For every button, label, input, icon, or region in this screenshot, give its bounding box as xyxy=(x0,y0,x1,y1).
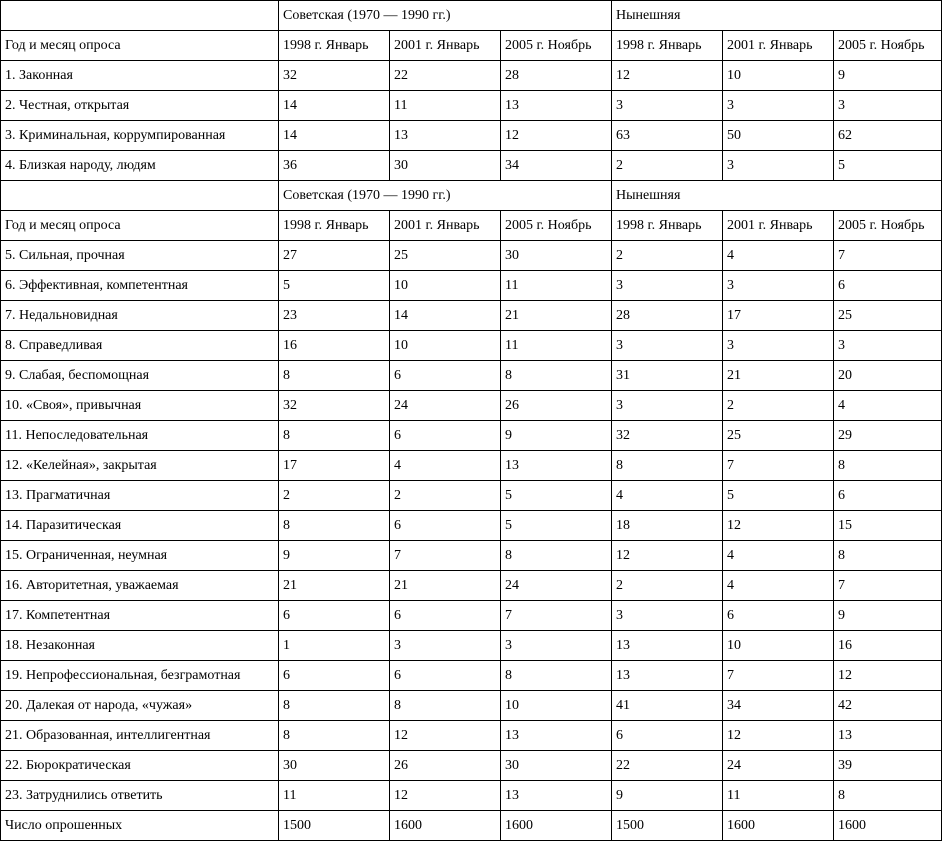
row-value: 8 xyxy=(834,781,942,811)
row-label: 13. Прагматичная xyxy=(1,481,279,511)
row-value: 12 xyxy=(612,61,723,91)
row-value: 3 xyxy=(612,391,723,421)
row-label: 23. Затруднились ответить xyxy=(1,781,279,811)
row-value: 30 xyxy=(501,241,612,271)
row-value: 2 xyxy=(723,391,834,421)
row-value: 13 xyxy=(612,661,723,691)
row-value: 41 xyxy=(612,691,723,721)
row-value: 9 xyxy=(834,61,942,91)
group-header-empty-cell xyxy=(1,181,279,211)
column-header-period: 2001 г. Январь xyxy=(723,31,834,61)
row-value: 13 xyxy=(390,121,501,151)
row-value: 3 xyxy=(612,601,723,631)
group-header-current: Нынешняя xyxy=(612,1,942,31)
row-label: 8. Справедливая xyxy=(1,331,279,361)
row-value: 28 xyxy=(612,301,723,331)
row-value: 63 xyxy=(612,121,723,151)
row-value: 23 xyxy=(279,301,390,331)
row-value: 25 xyxy=(723,421,834,451)
row-value: 8 xyxy=(501,361,612,391)
row-value: 36 xyxy=(279,151,390,181)
row-value: 2 xyxy=(390,481,501,511)
table-row xyxy=(1,751,942,781)
row-value: 16 xyxy=(834,631,942,661)
row-value: 6 xyxy=(390,421,501,451)
table-row xyxy=(1,571,942,601)
table-row xyxy=(1,121,942,151)
row-value: 10 xyxy=(501,691,612,721)
column-header-row xyxy=(1,31,942,61)
row-value: 24 xyxy=(501,571,612,601)
row-value: 5 xyxy=(723,481,834,511)
row-value: 12 xyxy=(723,721,834,751)
row-label: 18. Незаконная xyxy=(1,631,279,661)
row-value: 39 xyxy=(834,751,942,781)
table-row xyxy=(1,61,942,91)
row-value: 14 xyxy=(279,121,390,151)
row-label: 6. Эффективная, компетентная xyxy=(1,271,279,301)
column-header-period: 2005 г. Ноябрь xyxy=(501,211,612,241)
row-value: 8 xyxy=(279,691,390,721)
row-value: 7 xyxy=(723,451,834,481)
column-header-period: 1998 г. Январь xyxy=(612,31,723,61)
row-value: 32 xyxy=(612,421,723,451)
row-value: 5 xyxy=(501,481,612,511)
row-value: 34 xyxy=(501,151,612,181)
row-label: 19. Непрофессиональная, безграмотная xyxy=(1,661,279,691)
row-value: 5 xyxy=(501,511,612,541)
row-label: 3. Криминальная, коррумпированная xyxy=(1,121,279,151)
row-value: 21 xyxy=(279,571,390,601)
row-value: 8 xyxy=(501,541,612,571)
row-value: 8 xyxy=(279,721,390,751)
group-header-row xyxy=(1,181,942,211)
row-value: 2 xyxy=(279,481,390,511)
row-value: 21 xyxy=(723,361,834,391)
row-label: Число опрошенных xyxy=(1,811,279,841)
row-value: 8 xyxy=(612,451,723,481)
row-value: 26 xyxy=(501,391,612,421)
row-value: 1500 xyxy=(612,811,723,841)
row-value: 9 xyxy=(834,601,942,631)
row-value: 8 xyxy=(834,451,942,481)
column-header-period: 1998 г. Январь xyxy=(279,211,390,241)
row-value: 21 xyxy=(501,301,612,331)
table-row xyxy=(1,331,942,361)
column-header-first: Год и месяц опроса xyxy=(1,211,279,241)
row-value: 12 xyxy=(390,721,501,751)
row-value: 13 xyxy=(612,631,723,661)
table-row xyxy=(1,601,942,631)
row-value: 12 xyxy=(834,661,942,691)
row-value: 34 xyxy=(723,691,834,721)
row-label: 14. Паразитическая xyxy=(1,511,279,541)
row-value: 1600 xyxy=(390,811,501,841)
row-value: 3 xyxy=(723,271,834,301)
column-header-period: 2001 г. Январь xyxy=(390,31,501,61)
row-value: 8 xyxy=(834,541,942,571)
row-value: 21 xyxy=(390,571,501,601)
row-value: 4 xyxy=(723,241,834,271)
row-value: 4 xyxy=(723,541,834,571)
row-value: 10 xyxy=(390,271,501,301)
row-value: 6 xyxy=(723,601,834,631)
row-value: 30 xyxy=(279,751,390,781)
row-label: 10. «Своя», привычная xyxy=(1,391,279,421)
survey-table-body xyxy=(1,1,942,841)
row-value: 24 xyxy=(723,751,834,781)
row-value: 1600 xyxy=(834,811,942,841)
row-value: 25 xyxy=(390,241,501,271)
row-value: 3 xyxy=(723,91,834,121)
row-value: 29 xyxy=(834,421,942,451)
row-value: 10 xyxy=(723,631,834,661)
table-row xyxy=(1,271,942,301)
table-row xyxy=(1,661,942,691)
row-value: 7 xyxy=(723,661,834,691)
row-value: 50 xyxy=(723,121,834,151)
row-value: 6 xyxy=(279,601,390,631)
row-value: 14 xyxy=(390,301,501,331)
row-value: 17 xyxy=(279,451,390,481)
row-label: 9. Слабая, беспомощная xyxy=(1,361,279,391)
row-value: 8 xyxy=(501,661,612,691)
row-value: 12 xyxy=(723,511,834,541)
row-value: 10 xyxy=(723,61,834,91)
column-header-first: Год и месяц опроса xyxy=(1,31,279,61)
row-value: 32 xyxy=(279,391,390,421)
row-value: 1500 xyxy=(279,811,390,841)
row-value: 3 xyxy=(612,91,723,121)
row-value: 22 xyxy=(612,751,723,781)
row-value: 12 xyxy=(612,541,723,571)
row-value: 18 xyxy=(612,511,723,541)
column-header-row xyxy=(1,211,942,241)
row-value: 5 xyxy=(834,151,942,181)
row-label: 12. «Келейная», закрытая xyxy=(1,451,279,481)
row-value: 4 xyxy=(834,391,942,421)
row-value: 11 xyxy=(279,781,390,811)
row-label: 21. Образованная, интеллигентная xyxy=(1,721,279,751)
row-value: 62 xyxy=(834,121,942,151)
row-value: 4 xyxy=(612,481,723,511)
row-value: 3 xyxy=(501,631,612,661)
row-value: 13 xyxy=(501,781,612,811)
table-row xyxy=(1,721,942,751)
row-value: 26 xyxy=(390,751,501,781)
row-value: 4 xyxy=(390,451,501,481)
row-value: 6 xyxy=(834,481,942,511)
table-row xyxy=(1,421,942,451)
column-header-period: 2005 г. Ноябрь xyxy=(834,31,942,61)
row-value: 12 xyxy=(390,781,501,811)
row-value: 3 xyxy=(834,91,942,121)
column-header-period: 2001 г. Январь xyxy=(723,211,834,241)
row-value: 7 xyxy=(834,241,942,271)
table-row xyxy=(1,481,942,511)
table-row xyxy=(1,301,942,331)
group-header-current: Нынешняя xyxy=(612,181,942,211)
row-label: 7. Недальновидная xyxy=(1,301,279,331)
group-header-row xyxy=(1,1,942,31)
row-value: 42 xyxy=(834,691,942,721)
row-label: 2. Честная, открытая xyxy=(1,91,279,121)
row-value: 1 xyxy=(279,631,390,661)
row-value: 6 xyxy=(390,601,501,631)
row-value: 11 xyxy=(390,91,501,121)
row-value: 13 xyxy=(834,721,942,751)
row-value: 6 xyxy=(279,661,390,691)
row-value: 5 xyxy=(279,271,390,301)
row-value: 3 xyxy=(723,151,834,181)
table-row xyxy=(1,361,942,391)
group-header-empty-cell xyxy=(1,1,279,31)
row-value: 7 xyxy=(390,541,501,571)
row-value: 17 xyxy=(723,301,834,331)
row-value: 8 xyxy=(279,361,390,391)
table-row xyxy=(1,541,942,571)
row-value: 11 xyxy=(501,271,612,301)
row-value: 9 xyxy=(501,421,612,451)
table-row xyxy=(1,631,942,661)
row-value: 31 xyxy=(612,361,723,391)
row-value: 6 xyxy=(612,721,723,751)
row-value: 6 xyxy=(390,661,501,691)
row-value: 13 xyxy=(501,91,612,121)
row-value: 30 xyxy=(390,151,501,181)
row-value: 2 xyxy=(612,571,723,601)
row-label: 1. Законная xyxy=(1,61,279,91)
row-label: 15. Ограниченная, неумная xyxy=(1,541,279,571)
row-value: 13 xyxy=(501,451,612,481)
row-value: 8 xyxy=(279,421,390,451)
row-value: 24 xyxy=(390,391,501,421)
row-value: 28 xyxy=(501,61,612,91)
group-header-soviet: Советская (1970 — 1990 гг.) xyxy=(279,1,612,31)
row-value: 10 xyxy=(390,331,501,361)
row-value: 7 xyxy=(501,601,612,631)
row-value: 9 xyxy=(612,781,723,811)
column-header-period: 1998 г. Январь xyxy=(612,211,723,241)
row-value: 2 xyxy=(612,241,723,271)
table-row xyxy=(1,91,942,121)
table-row xyxy=(1,781,942,811)
row-value: 1600 xyxy=(501,811,612,841)
row-value: 8 xyxy=(279,511,390,541)
column-header-period: 2005 г. Ноябрь xyxy=(834,211,942,241)
row-label: 20. Далекая от народа, «чужая» xyxy=(1,691,279,721)
row-label: 4. Близкая народу, людям xyxy=(1,151,279,181)
row-value: 27 xyxy=(279,241,390,271)
table-row xyxy=(1,451,942,481)
row-label: 5. Сильная, прочная xyxy=(1,241,279,271)
row-label: 16. Авторитетная, уважаемая xyxy=(1,571,279,601)
row-value: 3 xyxy=(390,631,501,661)
row-value: 32 xyxy=(279,61,390,91)
row-value: 20 xyxy=(834,361,942,391)
row-value: 14 xyxy=(279,91,390,121)
row-label: 11. Непоследовательная xyxy=(1,421,279,451)
row-value: 25 xyxy=(834,301,942,331)
column-header-period: 2001 г. Январь xyxy=(390,211,501,241)
row-value: 6 xyxy=(390,511,501,541)
row-value: 13 xyxy=(501,721,612,751)
column-header-period: 2005 г. Ноябрь xyxy=(501,31,612,61)
group-header-soviet: Советская (1970 — 1990 гг.) xyxy=(279,181,612,211)
row-value: 3 xyxy=(723,331,834,361)
row-label: 17. Компетентная xyxy=(1,601,279,631)
row-value: 3 xyxy=(612,331,723,361)
row-value: 7 xyxy=(834,571,942,601)
row-value: 1600 xyxy=(723,811,834,841)
row-value: 8 xyxy=(390,691,501,721)
table-row xyxy=(1,151,942,181)
table-row xyxy=(1,811,942,841)
row-value: 6 xyxy=(834,271,942,301)
table-row xyxy=(1,391,942,421)
table-row xyxy=(1,241,942,271)
row-value: 4 xyxy=(723,571,834,601)
row-value: 2 xyxy=(612,151,723,181)
column-header-period: 1998 г. Январь xyxy=(279,31,390,61)
table-row xyxy=(1,511,942,541)
row-value: 9 xyxy=(279,541,390,571)
table-row xyxy=(1,691,942,721)
row-value: 3 xyxy=(612,271,723,301)
row-value: 15 xyxy=(834,511,942,541)
row-value: 6 xyxy=(390,361,501,391)
row-label: 22. Бюрократическая xyxy=(1,751,279,781)
row-value: 12 xyxy=(501,121,612,151)
row-value: 16 xyxy=(279,331,390,361)
row-value: 30 xyxy=(501,751,612,781)
row-value: 3 xyxy=(834,331,942,361)
row-value: 22 xyxy=(390,61,501,91)
row-value: 11 xyxy=(723,781,834,811)
row-value: 11 xyxy=(501,331,612,361)
